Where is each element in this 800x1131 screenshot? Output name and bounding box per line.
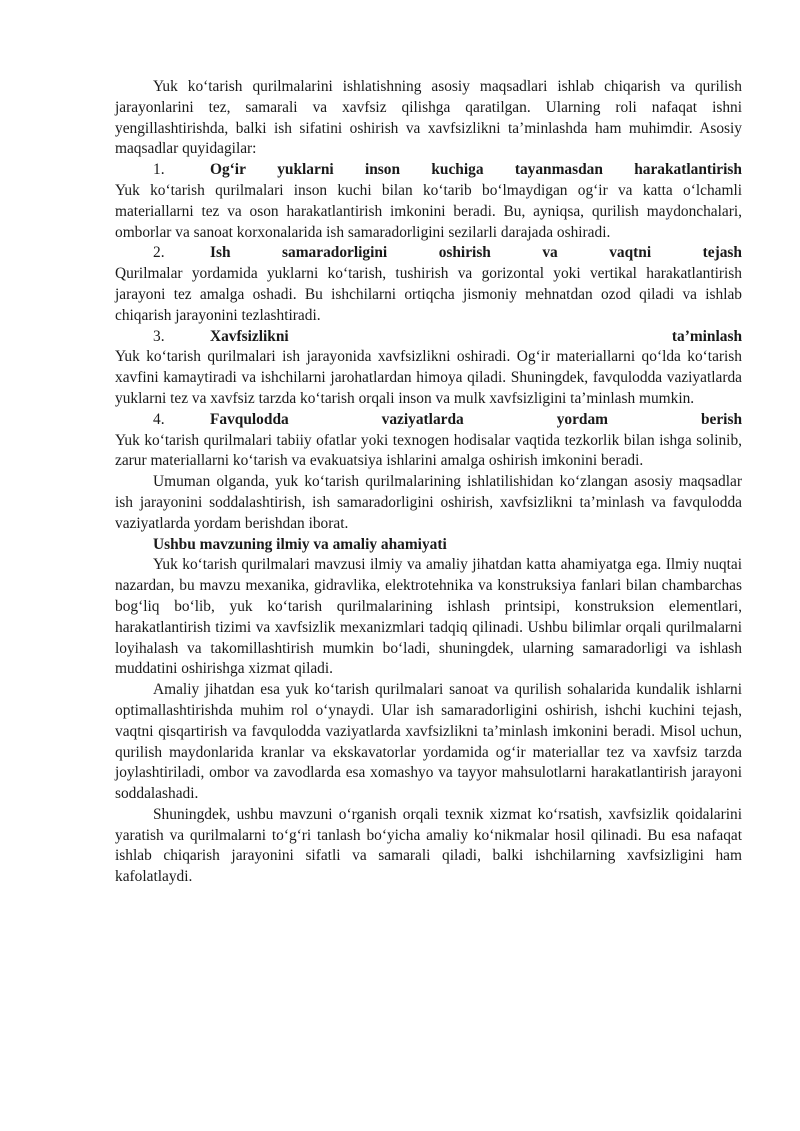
list-item-title-words (210, 327, 742, 348)
list-item-number: 4. (153, 410, 165, 428)
title-word: vaziyatlarda (381, 410, 464, 428)
body-paragraph: Shuningdek, ushbu mavzuni o‘rganish orqali texnik xizmat ko‘rsatish, xavfsizlik qoidalarini yaratish va qurilmalarni to‘g‘ri tanlash bo‘yicha amaliy ko‘nikmalar hosil qilinadi. Bu esa nafaqat ishlab chiqarish jarayonini sifatli va samarali qiladi, balki ishchilarning xavfsizligini ham kafolatlaydi. (115, 805, 742, 886)
list-item-title-words (210, 160, 742, 181)
title-word: yuklarni (277, 161, 334, 179)
title-word: tejash (702, 244, 742, 262)
list-item-number: 2. (153, 244, 165, 262)
list-item-body: Yuk ko‘tarish qurilmalari ish jarayonida xavfsizlikni oshiradi. Og‘ir materiallarni qo‘lda ko‘tarish xavfini kamaytiradi va ishchilarni jarohatlardan himoya qiladi. Shuningdek, favqulodda vaziyatlarda yuklarni tez va xavfsiz tarzda ko‘tarish orqali inson va mulk xavfsizligini ta’minlash mumkin. (115, 348, 742, 407)
title-word: va (542, 244, 558, 262)
list-item-title (115, 410, 742, 431)
title-word: samaradorligini (282, 244, 388, 262)
title-word: yordam (556, 410, 608, 428)
title-word: Og‘ir (210, 161, 246, 179)
list-item-body: Yuk ko‘tarish qurilmalari tabiiy ofatlar yoki texnogen hodisalar vaqtida tezkorlik bilan ishga solinib, zarur materiallarni ko‘tarish va evakuatsiya ishlarini amalga oshirish imkonini beradi. (115, 431, 742, 470)
title-word: berish (700, 410, 742, 428)
title-word: Ish (210, 244, 231, 262)
list-item-3 (115, 327, 742, 410)
title-word: Favqulodda (210, 410, 289, 428)
list-item-title (115, 327, 742, 348)
list-item-title-words (210, 410, 742, 431)
title-word: vaqtni (609, 244, 652, 262)
list-item-title (115, 243, 742, 264)
title-word: inson (364, 161, 401, 179)
list-item-body: Qurilmalar yordamida yuklarni ko‘tarish, tushirish va gorizontal yoki vertikal harakatlantirish jarayoni tez amalga oshadi. Bu ishchilarni ortiqcha jismoniy mehnatdan ozod qiladi va ishlab chiqarish jarayonini tezlashtiradi. (115, 265, 742, 324)
title-word: ta’minlash (671, 327, 742, 345)
summary-paragraph: Umuman olganda, yuk ko‘tarish qurilmalarining ishlatilishidan ko‘zlangan asosiy maqsadlar ish jarayonini soddalashtirish, ish samaradorligini oshirish, xavfsizlikni ta’minlash va favqulodda vaziyatlarda yordam berishdan iborat. (115, 473, 742, 532)
list-item-number: 1. (153, 161, 165, 179)
list-item-1 (115, 160, 742, 243)
list-item-title (115, 160, 742, 181)
title-word: tayanmasdan (514, 161, 603, 179)
title-word: kuchiga (431, 161, 484, 179)
list-item-body: Yuk ko‘tarish qurilmalari inson kuchi bilan ko‘tarib bo‘lmaydigan og‘ir va katta o‘lchamli materiallarni tez va oson harakatlantirish imkonini beradi. Bu, ayniqsa, qurilish maydonchalari, omborlar va sanoat korxonalarida ish samaradorligini sezilarli darajada oshiradi. (115, 181, 742, 241)
title-word: harakatlantirish (634, 161, 742, 179)
document-page (115, 77, 742, 888)
intro-paragraph: Yuk ko‘tarish qurilmalarini ishlatishning asosiy maqsadlari ishlab chiqarish va qurilish jarayonlarini tez, samarali va xavfsiz qilishga qaratilgan. Ularning roli nafaqat ishni yengillashtirishda, balki ish sifatini oshirish va xavfsizlikni ta’minlashda ham muhimdir. Asosiy maqsadlar quyidagilar: (115, 78, 742, 158)
section-heading: Ushbu mavzuning ilmiy va amaliy ahamiyati (153, 535, 447, 553)
list-item-number: 3. (153, 327, 165, 345)
list-item-4 (115, 410, 742, 472)
list-item-2 (115, 243, 742, 326)
title-word: oshirish (438, 244, 491, 262)
body-paragraph: Amaliy jihatdan esa yuk ko‘tarish qurilmalari sanoat va qurilish sohalarida kundalik ishlarni optimallashtirishda muhim rol o‘ynaydi. Ular ish samaradorligini oshirish, ishchi kuchini tejash, vaqtni qisqartirish va favqulodda vaziyatlarda xavfsizlikni ta’minlash imkonini beradi. Misol uchun, qurilish maydonlarida kranlar va ekskavatorlar yordamida og‘ir materiallar tez va xavfsiz tarzda joylashtiriladi, ombor va zavodlarda esa xomashyo va tayyor mahsulotlarni harakatlantirish jarayoni soddalashadi. (115, 681, 742, 803)
body-paragraph: Yuk ko‘tarish qurilmalari mavzusi ilmiy va amaliy jihatdan katta ahamiyatga ega. Ilmiy nuqtai nazardan, bu mavzu mexanika, gidravlika, elektrotehnika va konstruksiya fanlari bilan chambarchas bog‘liq bo‘lib, yuk ko‘tarish qurilmalarining ishlash printsipi, konstruksion elementlari, harakatlantirish tizimi va xavfsizlik mexanizmlari tadqiq qilinadi. Ushbu bilimlar orqali qurilmalarni loyihalash va takomillashtirish mumkin bo‘ladi, shuningdek, ularning samaradorligi va ishlash muddatini oshirishga xizmat qiladi. (115, 556, 742, 678)
list-item-title-words (210, 243, 742, 264)
title-word: Xavfsizlikni (210, 327, 289, 345)
